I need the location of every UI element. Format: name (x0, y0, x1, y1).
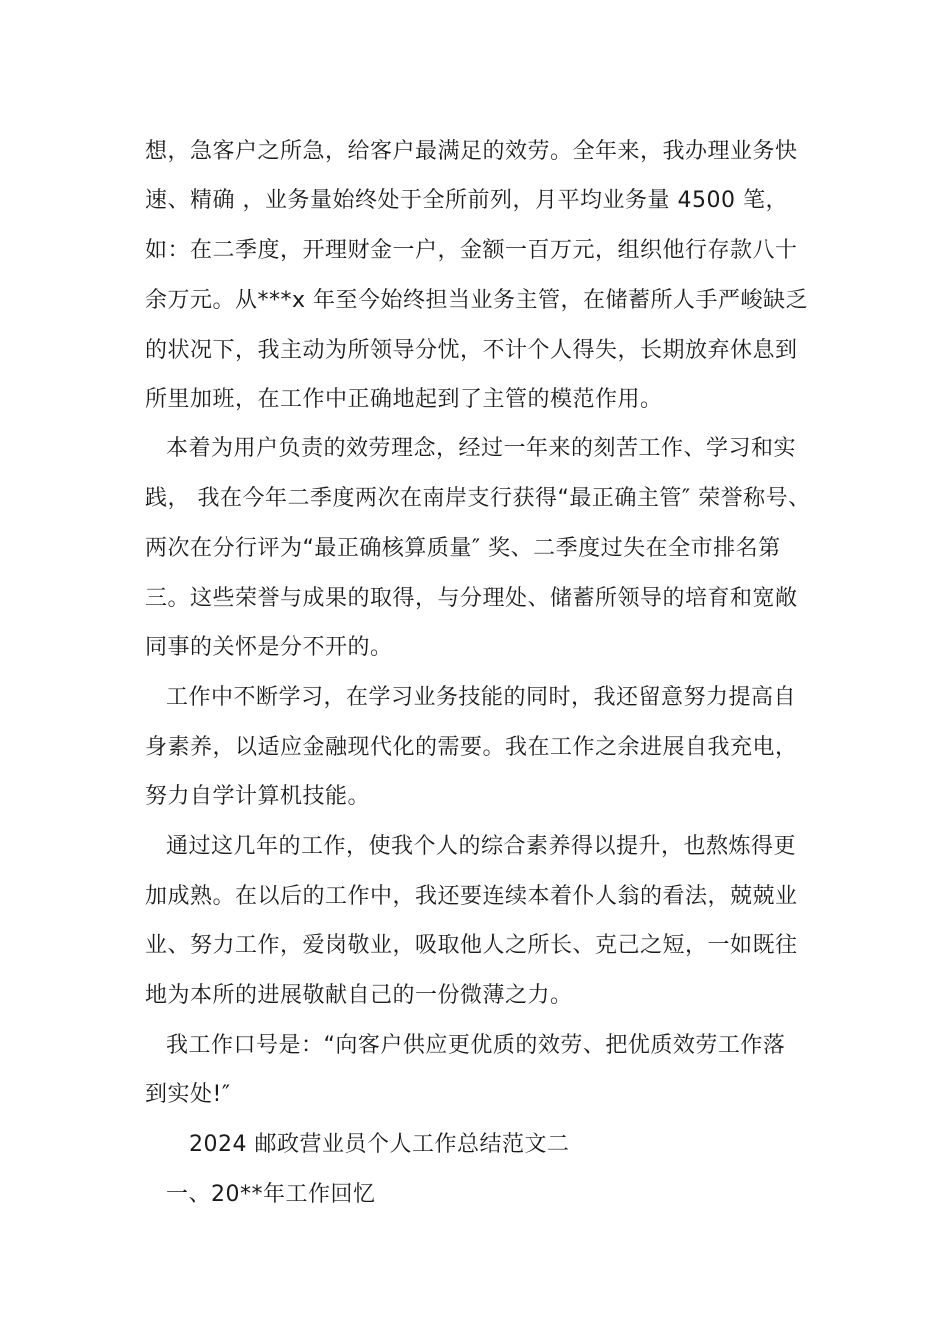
text-line: 本着为用户负责的效劳理念，经过一年来的刻苦工作、学习和实 (166, 436, 797, 461)
text-line: 地为本所的进展敬献自己的一份微薄之力。 (145, 983, 573, 1008)
text-line: 两次在分行评为“最正确核算质量″ 奖、二季度过失在全市排名第 (145, 536, 781, 561)
text-line: 速、精确 ，业务量始终处于全所前列，月平均业务量 4500 笔， (145, 188, 788, 213)
text-line: 身素养，以适应金融现代化的需要。我在工作之余进展自我充电， (145, 735, 798, 760)
text-line: 践， 我在今年二季度两次在南岸支行获得“最正确主管″ 荣誉称号、 (145, 486, 811, 511)
text-line: 加成熟。在以后的工作中，我还要连续本着仆人翁的看法，兢兢业 (145, 884, 798, 909)
text-line: 余万元。从***x 年至今始终担当业务主管，在储蓄所人手严峻缺乏 (145, 288, 809, 313)
text-line: 到实处!″ (145, 1082, 231, 1107)
section-heading: 2024 邮政营业员个人工作总结范文二 (189, 1132, 570, 1157)
text-line: 想，急客户之所急，给客户最满足的效劳。全年来，我办理业务快 (145, 139, 798, 164)
subsection-heading: 一、20**年工作回忆 (166, 1182, 376, 1207)
text-line: 同事的关怀是分不开的。 (145, 635, 393, 660)
text-line: 通过这几年的工作，使我个人的综合素养得以提升，也熬炼得更 (166, 834, 797, 859)
text-line: 工作中不断学习，在学习业务技能的同时，我还留意努力提高自 (166, 685, 797, 710)
text-line: 的状况下，我主动为所领导分忧，不计个人得失，长期放弃休息到 (145, 338, 798, 363)
text-line: 努力自学计算机技能。 (145, 784, 371, 809)
text-line: 我工作口号是：“向客户供应更优质的效劳、把优质效劳工作落 (166, 1033, 786, 1058)
text-line: 所里加班，在工作中正确地起到了主管的模范作用。 (145, 387, 663, 412)
text-line: 业、努力工作，爱岗敬业，吸取他人之所长、克己之短，一如既往 (145, 933, 798, 958)
text-line: 三。这些荣誉与成果的取得，与分理处、储蓄所领导的培育和宽敞 (145, 586, 798, 611)
text-line: 如：在二季度，开理财金一户，金额一百万元，组织他行存款八十 (145, 238, 798, 263)
